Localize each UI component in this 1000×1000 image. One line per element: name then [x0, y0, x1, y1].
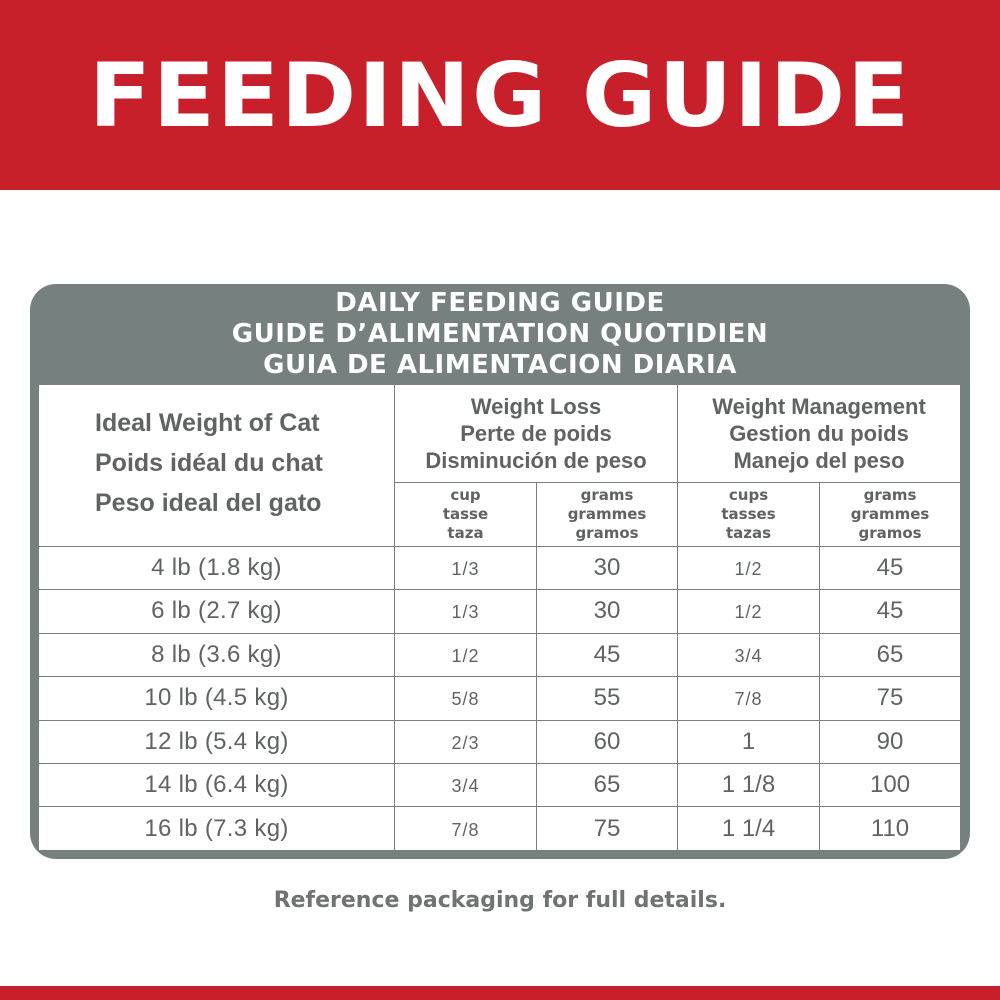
table-row: [39, 633, 961, 676]
cup-value: 1 1/4: [721, 814, 776, 842]
loss-cup-cell: [395, 677, 537, 720]
loss-grams-cell: 60: [537, 720, 678, 763]
loss-grams-cell: 30: [537, 590, 678, 633]
fraction-value: 1/2: [734, 558, 763, 579]
cup-value: 1: [741, 727, 756, 755]
loss-cup-cell: [395, 633, 537, 676]
fraction-value: 7/8: [734, 689, 763, 710]
mgmt-grams-cell: 75: [820, 677, 961, 720]
weight-cell: 12 lb (5.4 kg): [39, 720, 395, 763]
weight-cell: 16 lb (7.3 kg): [39, 807, 395, 851]
weight-cell: 10 lb (4.5 kg): [39, 677, 395, 720]
unit-label: tazas: [725, 523, 772, 542]
loss-grams-cell: 65: [537, 763, 678, 806]
weight-mgmt-header-es: Manejo del peso: [733, 448, 905, 474]
panel-title-line-en: DAILY FEEDING GUIDE: [335, 287, 665, 318]
unit-label: tasse: [442, 504, 489, 523]
mgmt-cup-cell: [678, 590, 820, 633]
header-banner: [0, 0, 1000, 190]
mgmt-cup-cell: [678, 763, 820, 806]
weight-column-header: [39, 385, 395, 547]
weight-loss-header-en: Weight Loss: [470, 394, 602, 420]
panel-title-line-fr: GUIDE D’ALIMENTATION QUOTIDIEN: [231, 318, 769, 349]
cup-value: 1 1/8: [721, 771, 776, 799]
weight-loss-header: [395, 385, 678, 483]
table-row: [39, 807, 961, 851]
mgmt-cup-unit-header: [678, 483, 820, 547]
loss-cup-cell: [395, 807, 537, 851]
weight-mgmt-header-en: Weight Management: [712, 394, 926, 420]
loss-cup-cell: [395, 546, 537, 589]
table-row: [39, 720, 961, 763]
loss-grams-cell: 45: [537, 633, 678, 676]
mgmt-grams-cell: 110: [820, 807, 961, 851]
loss-grams-unit-header: [537, 483, 678, 547]
weight-cell: 4 lb (1.8 kg): [39, 546, 395, 589]
page-title: FEEDING GUIDE: [88, 43, 912, 147]
loss-cup-unit-header: [395, 483, 537, 547]
weight-management-header: [678, 385, 961, 483]
mgmt-grams-cell: 65: [820, 633, 961, 676]
mgmt-cup-cell: [678, 807, 820, 851]
mgmt-cup-cell: [678, 633, 820, 676]
feeding-table: [38, 384, 961, 851]
table-row: [39, 677, 961, 720]
weight-cell: 14 lb (6.4 kg): [39, 763, 395, 806]
fraction-value: 1/2: [451, 645, 480, 666]
weight-loss-header-es: Disminución de peso: [425, 448, 647, 474]
unit-label: grammes: [567, 504, 647, 523]
fraction-value: 1/3: [451, 602, 480, 623]
loss-grams-cell: 30: [537, 546, 678, 589]
mgmt-grams-cell: 90: [820, 720, 961, 763]
mgmt-cup-cell: [678, 720, 820, 763]
loss-grams-cell: 55: [537, 677, 678, 720]
unit-label: taza: [447, 523, 484, 542]
fraction-value: 7/8: [451, 819, 480, 840]
fraction-value: 5/8: [451, 689, 480, 710]
panel-title-line-es: GUIA DE ALIMENTACION DIARIA: [263, 349, 737, 380]
fraction-value: 1/3: [451, 558, 480, 579]
unit-label: cups: [728, 485, 769, 504]
bottom-accent-bar: [0, 986, 1000, 1000]
weight-mgmt-header-fr: Gestion du poids: [729, 421, 909, 447]
weight-header-en: Ideal Weight of Cat: [95, 409, 320, 437]
unit-label: grams: [863, 485, 917, 504]
mgmt-grams-unit-header: [820, 483, 961, 547]
mgmt-grams-cell: 45: [820, 546, 961, 589]
loss-grams-cell: 75: [537, 807, 678, 851]
table-row: [39, 590, 961, 633]
unit-label: cup: [450, 485, 481, 504]
panel-title: [30, 286, 970, 382]
weight-cell: 6 lb (2.7 kg): [39, 590, 395, 633]
fraction-value: 2/3: [451, 732, 480, 753]
loss-cup-cell: [395, 720, 537, 763]
footer-note: Reference packaging for full details.: [273, 888, 727, 913]
unit-label: gramos: [575, 523, 639, 542]
fraction-value: 1/2: [734, 602, 763, 623]
loss-cup-cell: [395, 763, 537, 806]
table-row: [39, 763, 961, 806]
mgmt-grams-cell: 100: [820, 763, 961, 806]
table-row: [39, 546, 961, 589]
unit-label: grammes: [850, 504, 930, 523]
mgmt-cup-cell: [678, 546, 820, 589]
fraction-value: 3/4: [734, 645, 763, 666]
unit-label: grams: [580, 485, 634, 504]
fraction-value: 3/4: [451, 776, 480, 797]
loss-cup-cell: [395, 590, 537, 633]
unit-label: gramos: [858, 523, 922, 542]
weight-header-fr: Poids idéal du chat: [95, 449, 323, 477]
mgmt-grams-cell: 45: [820, 590, 961, 633]
weight-cell: 8 lb (3.6 kg): [39, 633, 395, 676]
weight-loss-header-fr: Perte de poids: [460, 421, 612, 447]
mgmt-cup-cell: [678, 677, 820, 720]
weight-header-es: Peso ideal del gato: [95, 489, 322, 517]
unit-label: tasses: [721, 504, 776, 523]
